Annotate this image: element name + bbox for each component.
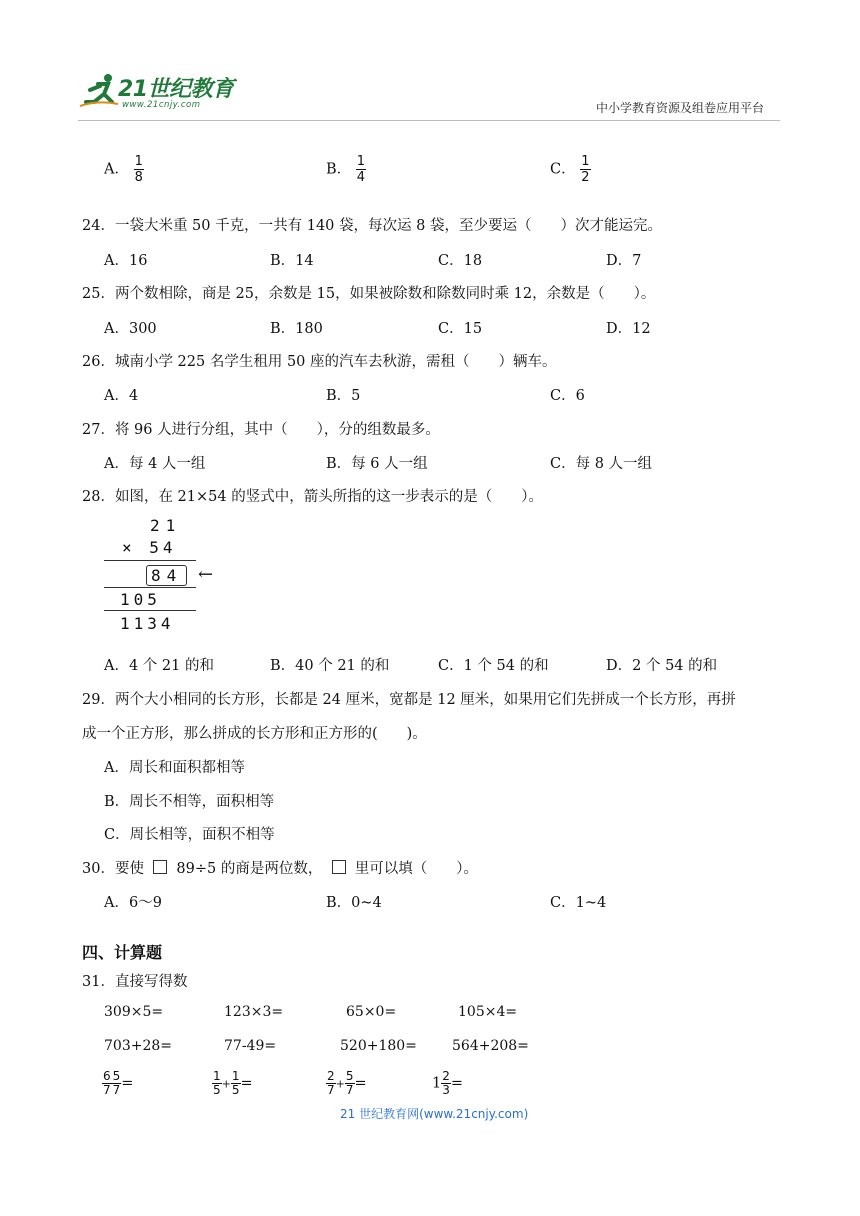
q28-stem: 28．如图，在 21×54 的竖式中，箭头所指的这一步表示的是（ ）。 xyxy=(82,489,543,505)
vertical-multiplication-figure xyxy=(100,514,230,638)
q29-option-a[interactable]: A．周长和面积都相等 xyxy=(104,760,245,776)
option-label: B． xyxy=(326,161,352,178)
calc-fraction-item: $\frac{1}{5}$ + $\frac{1}{5}$ = xyxy=(213,1069,253,1097)
q27-option-c[interactable]: C．每 8 人一组 xyxy=(550,456,653,472)
calc-item: 520+180= xyxy=(340,1038,417,1054)
option-label: A． xyxy=(104,161,129,178)
q23-option-b[interactable] xyxy=(326,154,366,185)
q29-stem-line-1: 29．两个大小相同的长方形，长都是 24 厘米，宽都是 12 厘米，如果用它们先拼成一个长方形，再拼 xyxy=(82,692,736,708)
section-title: 四、计算题 xyxy=(82,943,163,962)
logo xyxy=(78,70,248,116)
calc-fraction-item: 1 $\frac{2}{3}$ = xyxy=(432,1069,464,1097)
arrow-left-icon: ← xyxy=(198,564,214,585)
q30-prefix: 30．要使 xyxy=(82,861,144,877)
fig-result: 1134 xyxy=(120,614,175,633)
q24-stem: 24．一袋大米重 50 千克，一共有 140 袋，每次运 8 袋，至少要运（ ）次才能运完。 xyxy=(82,218,662,234)
q26-option-b[interactable]: B．5 xyxy=(326,388,361,404)
q27-option-b[interactable]: B．每 6 人一组 xyxy=(326,456,428,472)
q26-option-a[interactable]: A．4 xyxy=(104,388,139,404)
calc-item: 65×0= xyxy=(346,1004,397,1020)
calc-item: 703+28= xyxy=(104,1038,172,1054)
q29-option-c[interactable]: C．周长相等，面积不相等 xyxy=(104,827,275,843)
q24-option-a[interactable]: A．16 xyxy=(104,253,148,269)
q24-option-d[interactable]: D．7 xyxy=(606,253,642,269)
blank-box-icon[interactable] xyxy=(153,860,167,874)
q23-option-a[interactable] xyxy=(104,154,144,185)
q27-option-a[interactable]: A．每 4 人一组 xyxy=(104,456,206,472)
q29-stem-line-2: 成一个正方形，那么拼成的长方形和正方形的( )。 xyxy=(82,726,427,742)
q26-option-c[interactable]: C．6 xyxy=(550,388,585,404)
q30-middle: 89÷5 的商是两位数， xyxy=(176,861,323,877)
q25-option-a[interactable]: A．300 xyxy=(104,321,157,337)
platform-name: 中小学教育资源及组卷应用平台 xyxy=(596,101,765,115)
blank-box-icon[interactable] xyxy=(332,860,346,874)
q25-option-d[interactable]: D．12 xyxy=(606,321,651,337)
q23-option-c[interactable] xyxy=(550,154,591,185)
q30-suffix: 里可以填（ ）。 xyxy=(354,861,479,877)
q24-option-c[interactable]: C．18 xyxy=(438,253,483,269)
header-divider xyxy=(78,120,780,121)
runner-icon xyxy=(78,72,122,112)
q30-stem xyxy=(82,857,478,878)
q30-option-c[interactable]: C．1~4 xyxy=(550,895,607,911)
fig-partial-product-1: 84 xyxy=(146,565,187,586)
q27-stem: 27．将 96 人进行分组，其中（ ），分的组数最多。 xyxy=(82,422,440,438)
calc-item: 105×4= xyxy=(458,1004,518,1020)
q28-option-b[interactable]: B．40 个 21 的和 xyxy=(270,658,390,674)
fraction: $\frac{1}{8}$ xyxy=(134,154,143,185)
q30-option-b[interactable]: B．0~4 xyxy=(326,895,382,911)
calc-item: 309×5= xyxy=(104,1004,164,1020)
logo-text: 21世纪教育 xyxy=(118,77,234,102)
q29-option-b[interactable]: B．周长不相等，面积相等 xyxy=(104,794,275,810)
fraction: $\frac{1}{2}$ xyxy=(581,154,590,185)
calc-item: 77-49= xyxy=(224,1038,277,1054)
q26-stem: 26．城南小学 225 名学生租用 50 座的汽车去秋游，需租（ ）辆车。 xyxy=(82,354,557,370)
fig-line xyxy=(104,610,196,611)
option-label: C． xyxy=(550,161,576,178)
fig-line xyxy=(104,587,196,588)
q28-option-d[interactable]: D．2 个 54 的和 xyxy=(606,658,718,674)
fraction: $\frac{1}{4}$ xyxy=(356,154,366,185)
calc-item: 123×3= xyxy=(224,1004,284,1020)
q31-stem: 31．直接写得数 xyxy=(82,974,188,990)
fig-multiplier: × 54 xyxy=(122,538,177,557)
footer-link[interactable]: 21 世纪教育网(www.21cnjy.com) xyxy=(340,1107,529,1121)
logo-url: www.21cnjy.com xyxy=(122,100,201,110)
q28-option-c[interactable]: C．1 个 54 的和 xyxy=(438,658,549,674)
fig-multiplicand: 21 xyxy=(150,516,182,535)
q24-option-b[interactable]: B．14 xyxy=(270,253,314,269)
q30-option-a[interactable]: A．6～9 xyxy=(104,895,162,911)
calc-fraction-item: $\frac{2}{7}$ + $\frac{5}{7}$ = xyxy=(327,1069,367,1097)
calc-item: 564+208= xyxy=(452,1038,529,1054)
fig-line xyxy=(104,560,196,561)
calc-fraction-item: $\frac{6}{7}$ $\frac{5}{7}$ = xyxy=(103,1069,134,1097)
fig-partial-product-2: 105 xyxy=(120,590,161,609)
q25-option-b[interactable]: B．180 xyxy=(270,321,323,337)
q25-stem: 25．两个数相除，商是 25，余数是 15，如果被除数和除数同时乘 12，余数是（ ）。 xyxy=(82,286,656,302)
q25-option-c[interactable]: C．15 xyxy=(438,321,483,337)
q28-option-a[interactable]: A．4 个 21 的和 xyxy=(104,658,214,674)
